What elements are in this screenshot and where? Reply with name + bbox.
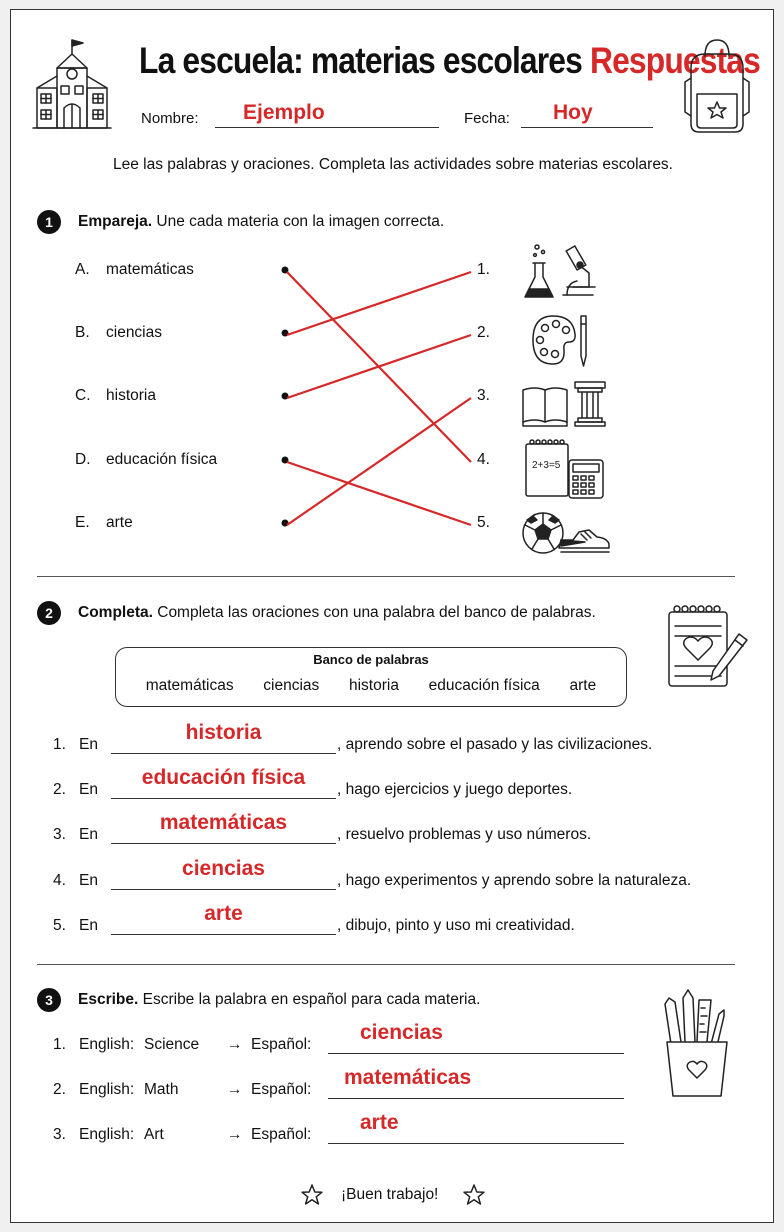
section3-instruction-text: Escribe la palabra en español para cada materia. [138,991,481,1008]
section-divider-2 [37,964,735,965]
bank-word: historia [348,677,399,694]
history-book-icon [521,378,607,428]
star-icon [301,1184,323,1206]
section2-instruction-bold: Completa. [78,604,153,621]
match-left-c: C. historia [75,387,156,404]
match-right-1: 1. [477,261,490,278]
section3-instruction [78,991,480,1009]
sentence-blank[interactable]: educación física [111,777,336,799]
word-bank [115,647,627,707]
translation-blank[interactable]: ciencias [328,1032,624,1054]
sentence-row: 5. En arte , dibujo, pinto y uso mi creatividad. [53,902,575,934]
section2-number: 2 [37,601,61,625]
match-line [287,335,471,398]
star-icon [463,1184,485,1206]
sentence-row: 3. En matemáticas , resuelvo problemas y uso números. [53,811,592,843]
section3-number: 3 [37,988,61,1012]
date-label: Fecha: [464,110,510,127]
match-right-3: 3. [477,387,490,404]
translation-blank[interactable]: arte [328,1122,624,1144]
match-right-2: 2. [477,324,490,341]
match-left-e: E. arte [75,514,133,531]
translation-blank[interactable]: matemáticas [328,1077,624,1099]
section2-instruction [78,604,596,622]
sentence-row: 4. En ciencias , hago experimentos y aprendo sobre la naturaleza. [53,857,692,889]
word-bank-title: Banco de palabras [313,652,429,667]
match-right-4: 4. [477,451,490,468]
date-value: Hoy [553,101,593,124]
answers-label: Respuestas [589,40,760,81]
matching-lines[interactable] [11,10,775,570]
name-value: Ejemplo [243,101,325,124]
bank-word: ciencias [263,677,320,694]
translation-row: 1. English: Science → Español: ciencias [53,1036,653,1054]
notebook-pencil-icon [663,604,753,690]
intro-text: Lee las palabras y oraciones. Completa las actividades sobre materias escolares. [112,156,673,173]
match-line [287,398,471,525]
match-line [287,462,471,525]
match-right-5: 5. [477,514,490,531]
bank-word: matemáticas [145,677,234,694]
translation-row: 3. English: Art → Español: arte [53,1126,653,1144]
match-left-d: D. educación física [75,451,218,468]
bank-word: educación física [428,677,540,694]
worksheet-page [10,9,774,1223]
section2-instruction-text: Completa las oraciones con una palabra del banco de palabras. [152,604,596,621]
section1-instruction-bold: Empareja. [78,213,153,230]
title-text: La escuela: materias escolares [139,40,582,81]
section3-instruction-bold: Escribe. [78,991,139,1008]
footer-text: ¡Buen trabajo! [341,1186,439,1203]
sentence-blank[interactable]: ciencias [111,868,336,890]
art-palette-icon [529,312,593,370]
section-divider-1 [37,576,735,577]
translation-row: 2. English: Math → Español: matemáticas [53,1081,653,1099]
bank-word: arte [569,677,597,694]
match-left-b: B. ciencias [75,324,162,341]
sentence-blank[interactable]: arte [111,913,336,935]
svg-text:2+3=5: 2+3=5 [532,460,561,471]
name-label: Nombre: [141,110,199,127]
match-line [287,272,471,335]
section1-number: 1 [37,210,61,234]
match-left-a: A. matemáticas [75,261,194,278]
sentence-blank[interactable]: historia [111,732,336,754]
math-notebook-icon [523,438,607,500]
word-bank-words [116,677,626,695]
science-icon [523,243,601,301]
sentence-row: 1. En historia , aprendo sobre el pasado y las civilizaciones. [53,721,653,753]
sports-icon [521,510,613,556]
pencil-cup-icon [661,988,733,1098]
sentence-blank[interactable]: matemáticas [111,822,336,844]
sentence-row: 2. En educación física , hago ejercicios y juego deportes. [53,766,573,798]
section1-instruction-text: Une cada materia con la imagen correcta. [152,213,445,230]
